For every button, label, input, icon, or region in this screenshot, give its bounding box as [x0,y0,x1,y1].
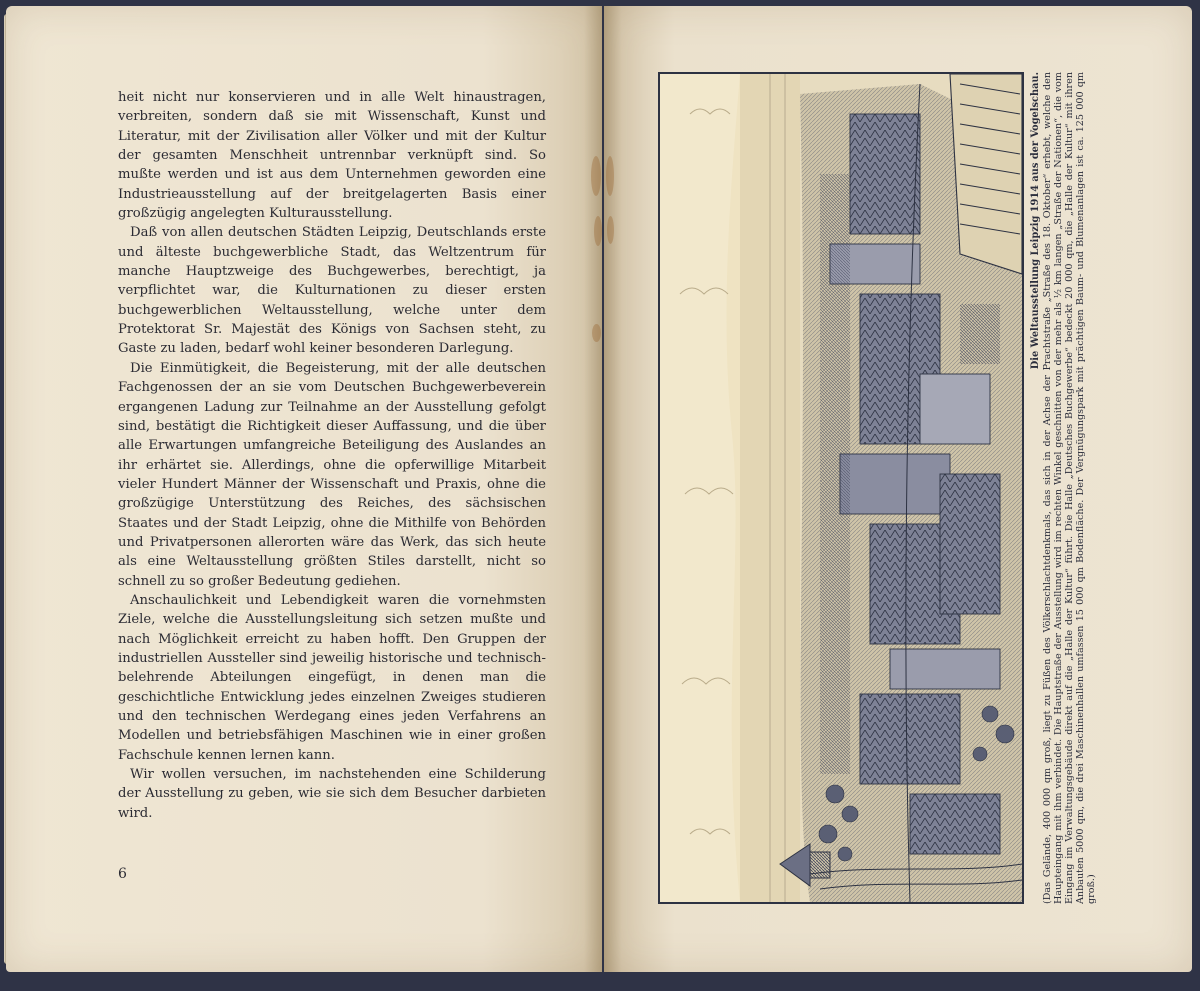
page-number: 6 [118,866,127,882]
aerial-view-drawing [660,74,1022,902]
paragraph: Daß von allen deutschen Städten Leipzig, Deutschlands erste und älteste buchgewerbliche Stadt, das Weltzentrum für manche Hauptzweige des Buchgewerbes, berechtigt, ja verpflichtet war, die Kulturnationen zu dieser ersten buchgewerblichen Weltausstellung, welche unter dem Protektorat Sr. Majestät des Königs von Sachsen steht, zu Gaste zu laden, bedarf wohl keiner besonderen Darlegung. [118,225,546,357]
illustration-caption [1030,72,1100,904]
aerial-illustration [658,72,1024,904]
caption-title: Die Weltausstellung Leipzig 1914 aus der Vogelschau. [1030,72,1041,370]
paragraph: Wir wollen versuchen, im nachstehenden eine Schilderung der Ausstellung zu geben, wie sie sich dem Besucher darbieten wird. [118,767,546,821]
paragraph: heit nicht nur konservieren und in alle Welt hinaustragen, verbreiten, sondern daß sie mit Wissenschaft, Kunst und Literatur, mit der Zivilisation aller Völker und mit der Kultur der gesamten Menschheit untrennbar verknüpft sind. So mußte werden und ist aus dem Unternehmen geworden eine Industrieausstellung auf der breitgelagerten Basis einer großzügig angelegten Kulturausstellung. [118,90,546,222]
caption-body: (Das Gelände, 400 000 qm groß, liegt zu Füßen des Völkerschlachtdenkmals, das sich in der Achse der Prachtstraße „Straße des 18. Oktober“ erhebt, welche den Haupteingang mit ihm verbindet. Die Hauptstraße der Ausstellung wird im rechten Winkel geschnitten von der mehr als ½ km langen „Straße der Nationen“, die vom Eingang im Verwaltungsgebäude direkt auf die „Halle der Kultur“ führt. Die Halle „Deutsches Buchgewerbe“ bedeckt 20 000 qm, die „Halle der Kultur“ mit ihren Anbauten 5000 qm, die drei Maschinenhallen umfassen 15 000 qm Bodenfläche. Der Vergnügungspark mit prächtigen Baum- und Blumenanlagen ist ca. 125 000 qm groß.) [1042,72,1097,904]
paragraph: Anschaulichkeit und Lebendigkeit waren die vornehmsten Ziele, welche die Ausstellungsleitung sich setzen mußte und nach Möglichkeit erreicht zu haben hofft. Den Gruppen der industriellen Aussteller sind jeweilig historische und technisch-belehrende Abteilungen eingefügt, in denen man die geschichtliche Entwicklung jedes einzelnen Zweiges studieren und den technischen Werdegang eines jeden Verfahrens an Modellen und betriebsfähigen Maschinen wie in einer großen Fachschule kennen lernen kann. [118,592,546,763]
paragraph: Die Einmütigkeit, die Begeisterung, mit der alle deutschen Fachgenossen der an sie vom Deutschen Buchgewerbeverein ergangenen Ladung zur Teilnahme an der Ausstellung gefolgt sind, bestätigt die Richtigkeit dieser Auffassung, und die über alle Erwartungen umfangreiche Beteiligung des Auslandes an ihr erhärtet sie. Allerdings, ohne die opferwillige Mitarbeit vieler Hundert Männer der Wissenschaft und Praxis, ohne die großzügige Unterstützung des Reiches, des sächsischen Staates und der Stadt Leipzig, ohne die Mithilfe von Behörden und Privatpersonen allerorten wäre das Werk, das sich heute als eine Weltausstellung größten Stiles darstellt, nicht so schnell zu so großer Bedeutung gediehen. [118,360,546,589]
body-text [118,88,546,823]
